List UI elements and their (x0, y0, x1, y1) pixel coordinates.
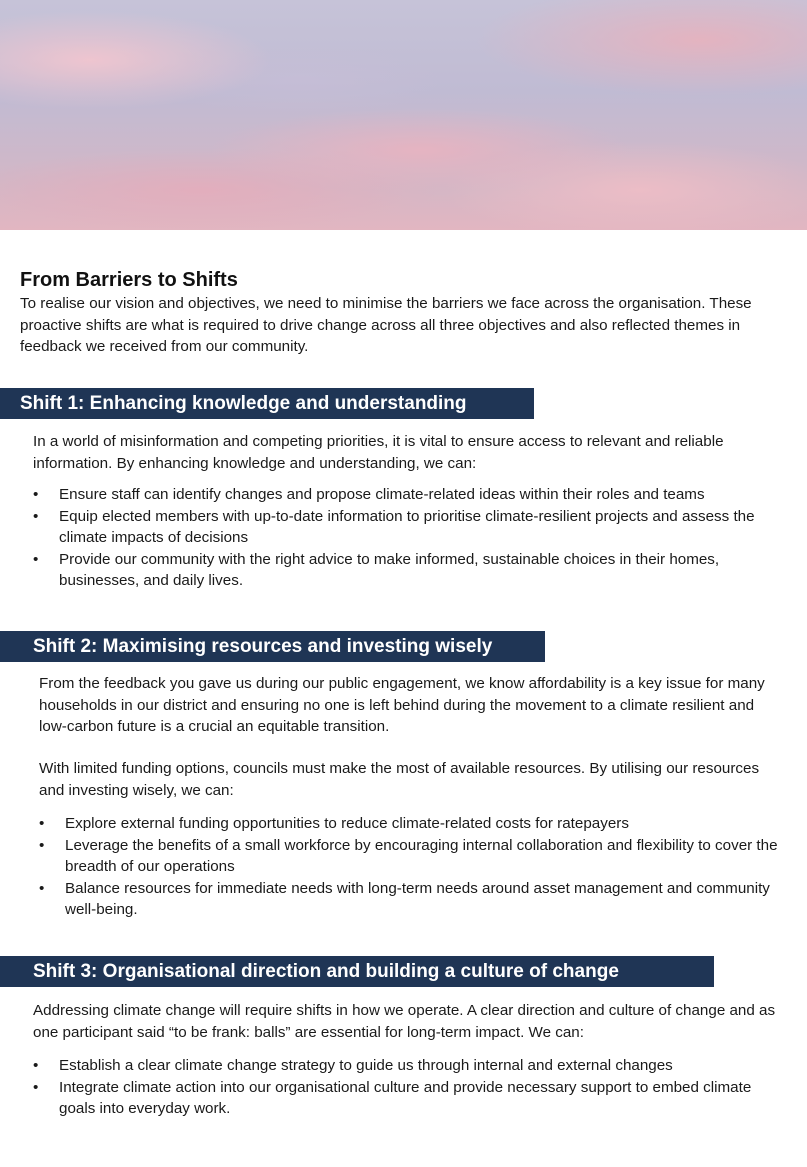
shift-2-heading: Shift 2: Maximising resources and investing wisely (0, 631, 545, 662)
shift-2-paragraph-2: With limited funding options, councils must make the most of available resources. By utilising our resources and investing wisely, we can: (39, 760, 760, 799)
shift-1-heading: Shift 1: Enhancing knowledge and understanding (0, 388, 534, 419)
shift-3-bullet-list (33, 1055, 778, 1120)
list-item: • Leverage the benefits of a small workforce by encouraging internal collaboration and flexibility to cover the breadth of our operations (39, 836, 778, 875)
bullet-icon: • (33, 486, 39, 503)
bullet-icon: • (33, 1078, 39, 1096)
shift-1-paragraph: In a world of misinformation and competing priorities, it is vital to ensure access to relevant and reliable information. By enhancing knowledge and understanding, we can: (33, 433, 724, 472)
list-item: • Provide our community with the right advice to make informed, sustainable choices in their homes, businesses, and daily lives. (33, 550, 720, 589)
bullet-icon: • (33, 550, 39, 568)
shift-1-bullet-list (33, 484, 788, 592)
intro-paragraph: To realise our vision and objectives, we need to minimise the barriers we face across the organisation. These proactive shifts are what is required to drive change across all three objectives and also reflected themes in feedback we received from our community. (20, 295, 752, 355)
hero-sky-image (0, 0, 807, 230)
list-item: • Integrate climate action into our organisational culture and provide necessary support to embed climate goals into everyday work. (33, 1078, 752, 1117)
list-item: • Balance resources for immediate needs with long-term needs around asset management and community well-being. (39, 879, 770, 918)
bullet-icon: • (39, 879, 45, 897)
bullet-icon: • (39, 815, 45, 832)
bullet-icon: • (39, 836, 45, 854)
list-item: • Ensure staff can identify changes and propose climate-related ideas within their roles and teams (33, 484, 788, 506)
shift-3-paragraph: Addressing climate change will require shifts in how we operate. A clear direction and culture of change and as one participant said “to be frank: balls” are essential for long-term impact. We can: (33, 1002, 776, 1041)
list-item: • Explore external funding opportunities to reduce climate-related costs for ratepayers (39, 813, 779, 835)
list-item: • Establish a clear climate change strategy to guide us through internal and external changes (33, 1055, 778, 1077)
shift-2-bullet-list (39, 813, 779, 921)
page-title: From Barriers to Shifts (20, 269, 238, 291)
shift-3-heading: Shift 3: Organisational direction and building a culture of change (0, 956, 714, 987)
shift-2-paragraph-1: From the feedback you gave us during our public engagement, we know affordability is a key issue for many households in our district and ensuring no one is left behind during the movement to a climate resilient and low-carbon future is a crucial an equitable transition. (39, 675, 765, 735)
bullet-icon: • (33, 1057, 39, 1074)
bullet-icon: • (33, 507, 39, 525)
list-item: • Equip elected members with up-to-date information to prioritise climate-resilient projects and assess the climate impacts of decisions (33, 507, 755, 546)
